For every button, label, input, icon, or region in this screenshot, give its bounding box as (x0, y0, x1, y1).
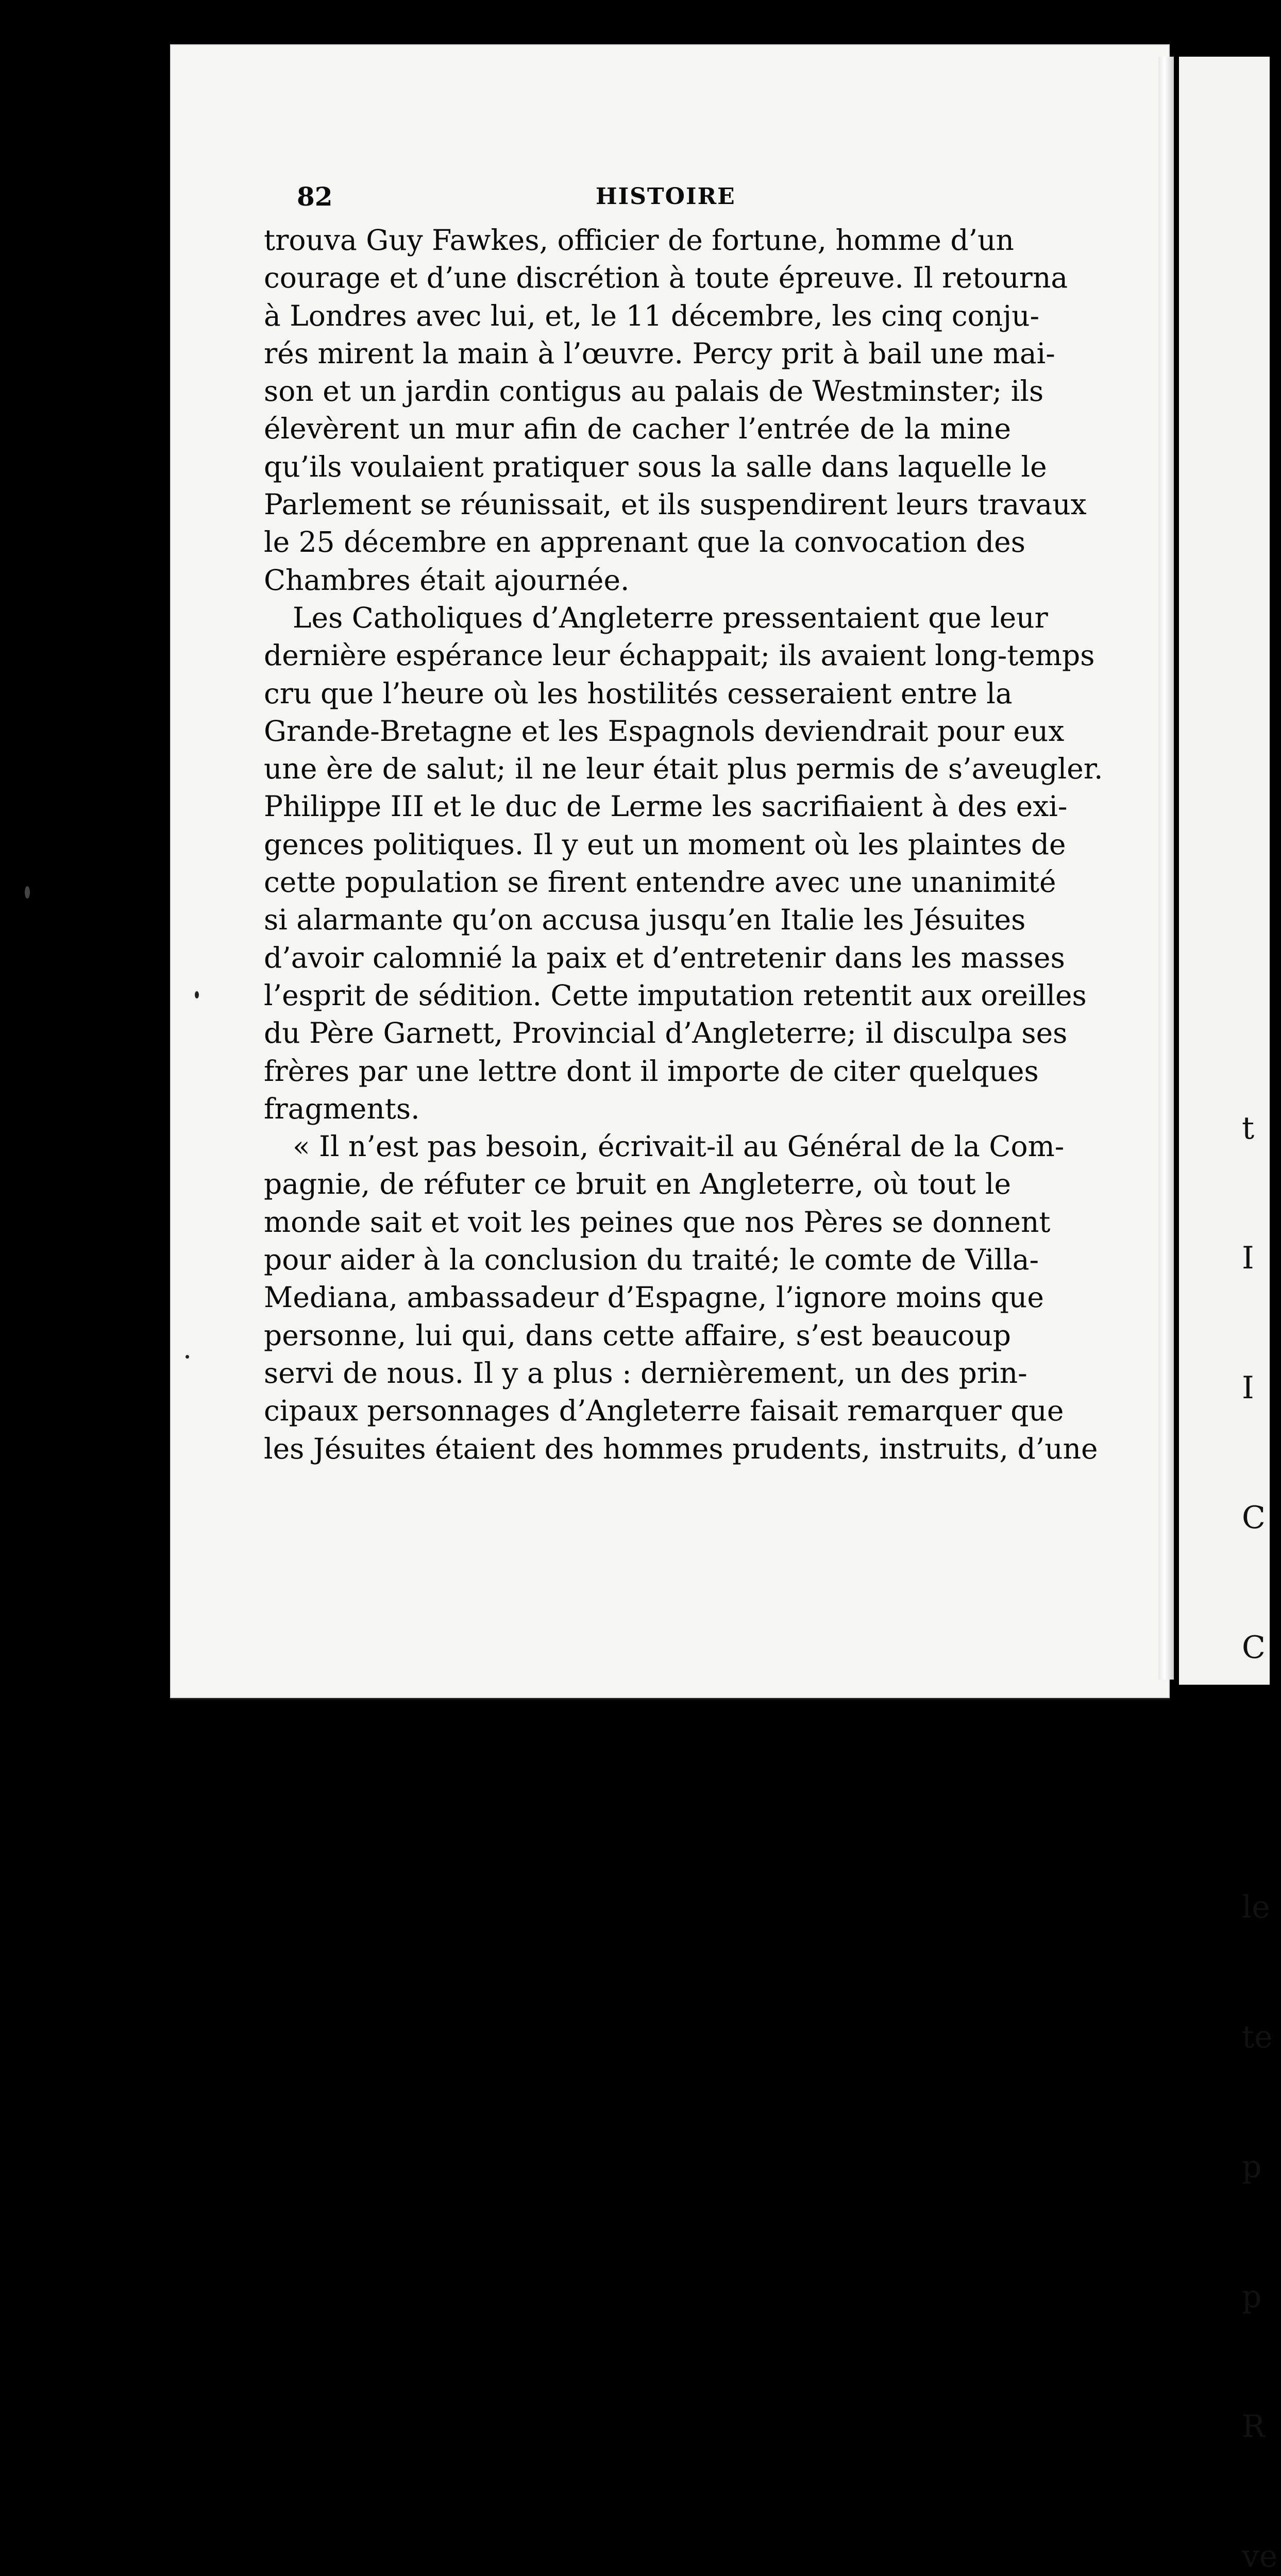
text-line: gences politiques. Il y eut un moment où les plaintes de (264, 827, 1066, 861)
text-line: Mediana, ambassadeur d’Espagne, l’ignore moins que (264, 1281, 1044, 1314)
margin-mark (25, 886, 30, 899)
text-line: à Londres avec lui, et, le 11 décembre, les cinq conju- (264, 299, 1040, 332)
text-line: le 25 décembre en apprenant que la convocation des (264, 526, 1025, 559)
paragraph-start: Les Catholiques d’Angleterre pressentaient que leur (293, 601, 1048, 634)
text-line: dernière espérance leur échappait; ils avaient long-temps (264, 639, 1095, 672)
body-text (264, 222, 1103, 1468)
facing-page-text (1242, 1020, 1278, 2576)
facing-fragment: R (1242, 2409, 1266, 2445)
text-line: les Jésuites étaient des hommes prudents, instruits, d’une (264, 1432, 1098, 1465)
text-line: trouva Guy Fawkes, officier de fortune, homme d’un (264, 224, 1014, 257)
text-line: Philippe III et le duc de Lerme les sacrifiaient à des exi- (264, 790, 1068, 823)
text-line: servi de nous. Il y a plus : dernièrement, un des prin- (264, 1356, 1027, 1389)
facing-fragment: p (1242, 2279, 1262, 2315)
text-line: pagnie, de réfuter ce bruit en Angleterre, où tout le (264, 1167, 1011, 1201)
page-edge (1158, 57, 1174, 1680)
facing-fragment: te (1242, 2019, 1273, 2055)
text-line: cipaux personnages d’Angleterre faisait remarquer que (264, 1394, 1064, 1428)
text-line: si alarmante qu’on accusa jusqu’en Italie les Jésuites (264, 903, 1026, 937)
text-line: personne, lui qui, dans cette affaire, s’est beaucoup (264, 1318, 1011, 1352)
text-line: Grande-Bretagne et les Espagnols deviendrait pour eux (264, 714, 1065, 748)
text-line: son et un jardin contigus au palais de Westminster; ils (264, 375, 1044, 408)
text-line: élevèrent un mur afin de cacher l’entrée de la mine (264, 412, 1011, 446)
running-head: HISTOIRE (596, 183, 736, 210)
text-line: fragments. (264, 1092, 420, 1125)
facing-fragment: I (1242, 1370, 1254, 1406)
text-line: l’esprit de sédition. Cette imputation retentit aux oreilles (264, 978, 1087, 1012)
paper-speck (186, 1355, 189, 1359)
text-line: une ère de salut; il ne leur était plus permis de s’aveugler. (264, 752, 1103, 786)
paper-speck (195, 991, 199, 998)
page-bottom-edge (170, 1698, 1170, 1700)
text-line: monde sait et voit les peines que nos Pères se donnent (264, 1205, 1051, 1239)
text-line: rés mirent la main à l’œuvre. Percy prit à bail une mai- (264, 336, 1055, 370)
text-line: cru que l’heure où les hostilités cesseraient entre la (264, 676, 1013, 710)
page-header (297, 181, 1018, 217)
text-line: Parlement se réunissait, et ils suspendirent leurs travaux (264, 488, 1087, 521)
paragraph-start: « Il n’est pas besoin, écrivait-il au Général de la Com- (293, 1130, 1065, 1163)
facing-fragment: ve (1242, 2538, 1278, 2574)
facing-fragment (1242, 1756, 1270, 1799)
facing-fragment: C (1242, 1500, 1266, 1536)
text-line: du Père Garnett, Provincial d’Angleterre; il disculpa ses (264, 1016, 1068, 1050)
facing-fragment: t (1242, 1110, 1255, 1146)
text-line: qu’ils voulaient pratiquer sous la salle dans laquelle le (264, 450, 1047, 483)
facing-fragment: C (1242, 1630, 1266, 1666)
text-line: pour aider à la conclusion du traité; le comte de Villa- (264, 1243, 1039, 1277)
facing-fragment: I (1242, 1240, 1254, 1276)
text-line: Chambres était ajournée. (264, 563, 630, 597)
facing-fragment: p (1242, 2149, 1262, 2185)
facing-fragment: le (1242, 1889, 1270, 1925)
page-number: 82 (297, 181, 333, 212)
text-line: cette population se firent entendre avec une unanimité (264, 866, 1056, 899)
text-line: frères par une lettre dont il importe de citer quelques (264, 1054, 1039, 1088)
text-line: courage et d’une discrétion à toute épreuve. Il retourna (264, 261, 1068, 295)
text-line: d’avoir calomnié la paix et d’entretenir dans les masses (264, 941, 1065, 974)
